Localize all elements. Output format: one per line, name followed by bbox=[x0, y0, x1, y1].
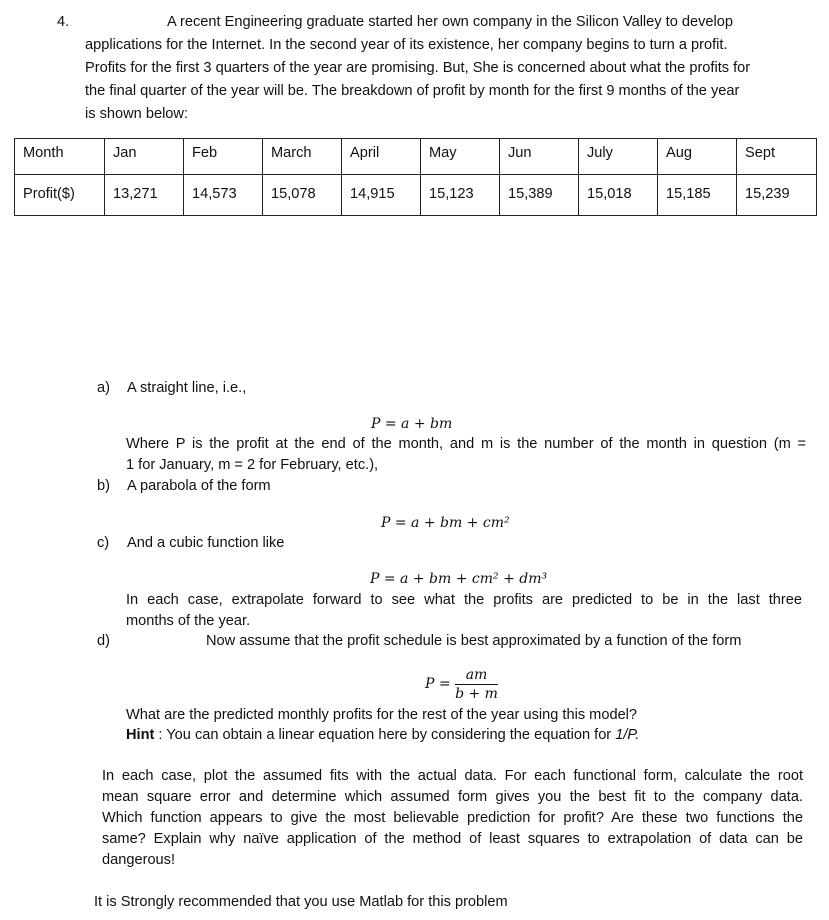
item-a-desc-line: 1 for January, m = 2 for February, etc.), bbox=[126, 457, 379, 473]
profit-cell: 14,573 bbox=[184, 175, 263, 216]
hint-label: Hint bbox=[126, 727, 155, 743]
intro-line: Profits for the first 3 quarters of the year are promising. But, She is concerned about what the profits for bbox=[85, 60, 751, 76]
month-cell: Jan bbox=[105, 139, 184, 175]
item-d-label: d) bbox=[97, 633, 110, 649]
item-c-instruction-line: months of the year. bbox=[126, 613, 251, 629]
item-d-fraction-denominator: b + m bbox=[455, 686, 498, 702]
item-d-text: Now assume that the profit schedule is best approximated by a function of the form bbox=[206, 633, 742, 649]
profit-table bbox=[14, 138, 817, 216]
profit-cell: 15,185 bbox=[658, 175, 737, 216]
item-a-text: A straight line, i.e., bbox=[127, 380, 247, 396]
final-paragraph-line: same? Explain why naïve application of the method of least squares to extrapolation of data can be bbox=[102, 831, 803, 847]
table-row bbox=[15, 175, 817, 216]
row-label-profit: Profit($) bbox=[15, 175, 105, 216]
final-paragraph-line: mean square error and determine which assumed form gives you the best fit to the company data. bbox=[102, 789, 803, 805]
month-cell: March bbox=[263, 139, 342, 175]
profit-cell: 15,239 bbox=[737, 175, 817, 216]
month-cell: Sept bbox=[737, 139, 817, 175]
month-cell: Feb bbox=[184, 139, 263, 175]
item-d-fraction-numerator: am bbox=[455, 666, 498, 685]
item-a-desc-line: Where P is the profit at the end of the month, and m is the number of the month in question (m = bbox=[126, 436, 806, 452]
intro-line: A recent Engineering graduate started her own company in the Silicon Valley to develop bbox=[167, 14, 733, 30]
final-paragraph-line: Which function appears to give the most believable prediction for profit? Are these two functions the bbox=[102, 810, 803, 826]
item-b-label: b) bbox=[97, 478, 110, 494]
month-cell: July bbox=[579, 139, 658, 175]
item-b-text: A parabola of the form bbox=[127, 478, 271, 494]
intro-line: the final quarter of the year will be. The breakdown of profit by month for the first 9 months of the year bbox=[85, 83, 740, 99]
recommendation-note: It is Strongly recommended that you use Matlab for this problem bbox=[94, 894, 508, 910]
profit-cell: 15,078 bbox=[263, 175, 342, 216]
intro-line: applications for the Internet. In the second year of its existence, her company begins to turn a profit. bbox=[85, 37, 728, 53]
profit-cell: 13,271 bbox=[105, 175, 184, 216]
final-paragraph bbox=[102, 766, 803, 871]
item-d-question: What are the predicted monthly profits for the rest of the year using this model? bbox=[126, 707, 638, 723]
item-a-label: a) bbox=[97, 380, 110, 396]
item-c-label: c) bbox=[97, 535, 110, 551]
table-row bbox=[15, 139, 817, 175]
item-a-description bbox=[126, 434, 806, 476]
profit-cell: 14,915 bbox=[342, 175, 421, 216]
item-c-instruction-line: In each case, extrapolate forward to see what the profits are predicted to be in the last three bbox=[126, 592, 802, 608]
item-d-hint bbox=[126, 725, 639, 746]
month-cell: Jun bbox=[500, 139, 579, 175]
item-c-equation: P = a + bm + cm² + dm³ bbox=[370, 571, 548, 587]
item-d-eq-lhs: P = bbox=[425, 676, 451, 692]
month-cell: Aug bbox=[658, 139, 737, 175]
question-number: 4. bbox=[57, 14, 70, 30]
profit-cell: 15,123 bbox=[421, 175, 500, 216]
month-cell: April bbox=[342, 139, 421, 175]
row-label-month: Month bbox=[15, 139, 105, 175]
item-a-equation: P = a + bm bbox=[371, 416, 453, 432]
profit-cell: 15,018 bbox=[579, 175, 658, 216]
hint-expression: 1/P. bbox=[615, 727, 640, 743]
final-paragraph-line: In each case, plot the assumed fits with the actual data. For each functional form, calculate the root bbox=[102, 768, 803, 784]
item-b-equation: P = a + bm + cm² bbox=[381, 515, 510, 531]
profit-cell: 15,389 bbox=[500, 175, 579, 216]
item-c-text: And a cubic function like bbox=[127, 535, 285, 551]
month-cell: May bbox=[421, 139, 500, 175]
item-d-fraction bbox=[455, 666, 498, 703]
final-paragraph-line: dangerous! bbox=[102, 852, 176, 868]
intro-paragraph bbox=[85, 12, 807, 127]
item-d-equation bbox=[425, 666, 498, 703]
item-c-instructions bbox=[126, 590, 802, 632]
hint-text: : You can obtain a linear equation here by considering the equation for bbox=[154, 727, 616, 743]
intro-line: is shown below: bbox=[85, 106, 189, 122]
